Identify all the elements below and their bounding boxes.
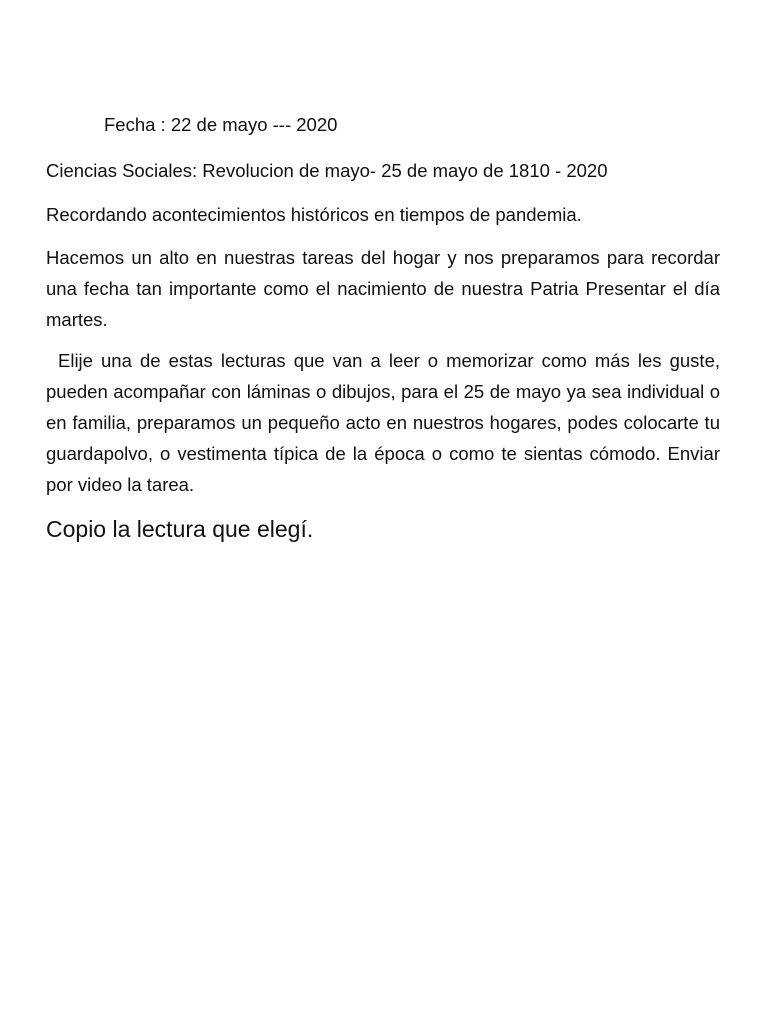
subject-line: Ciencias Sociales: Revolucion de mayo- 25 de mayo de 1810 - 2020 [46,160,608,181]
instructions-paragraph-1: Hacemos un alto en nuestras tareas del hogar y nos preparamos para recordar una fecha tan importante como el nacimiento de nuestra Patria Presentar el día martes. [46,247,720,330]
instructions-paragraph-2: Elije una de estas lecturas que van a leer o memorizar como más les guste, pueden acompañar con láminas o dibujos, para el 25 de mayo ya sea individual o en familia, preparamos un pequeño acto en nuestros hogares, podes colocarte tu guardapolvo, o vestimenta típica de la época o como te sientas cómodo. Enviar por video la tarea. [46,350,720,495]
date-line: Fecha : 22 de mayo --- 2020 [104,114,338,135]
document-body [46,110,720,546]
closing-line: Copio la lectura que elegí. [46,516,314,542]
intro-line: Recordando acontecimientos históricos en tiempos de pandemia. [46,204,582,225]
